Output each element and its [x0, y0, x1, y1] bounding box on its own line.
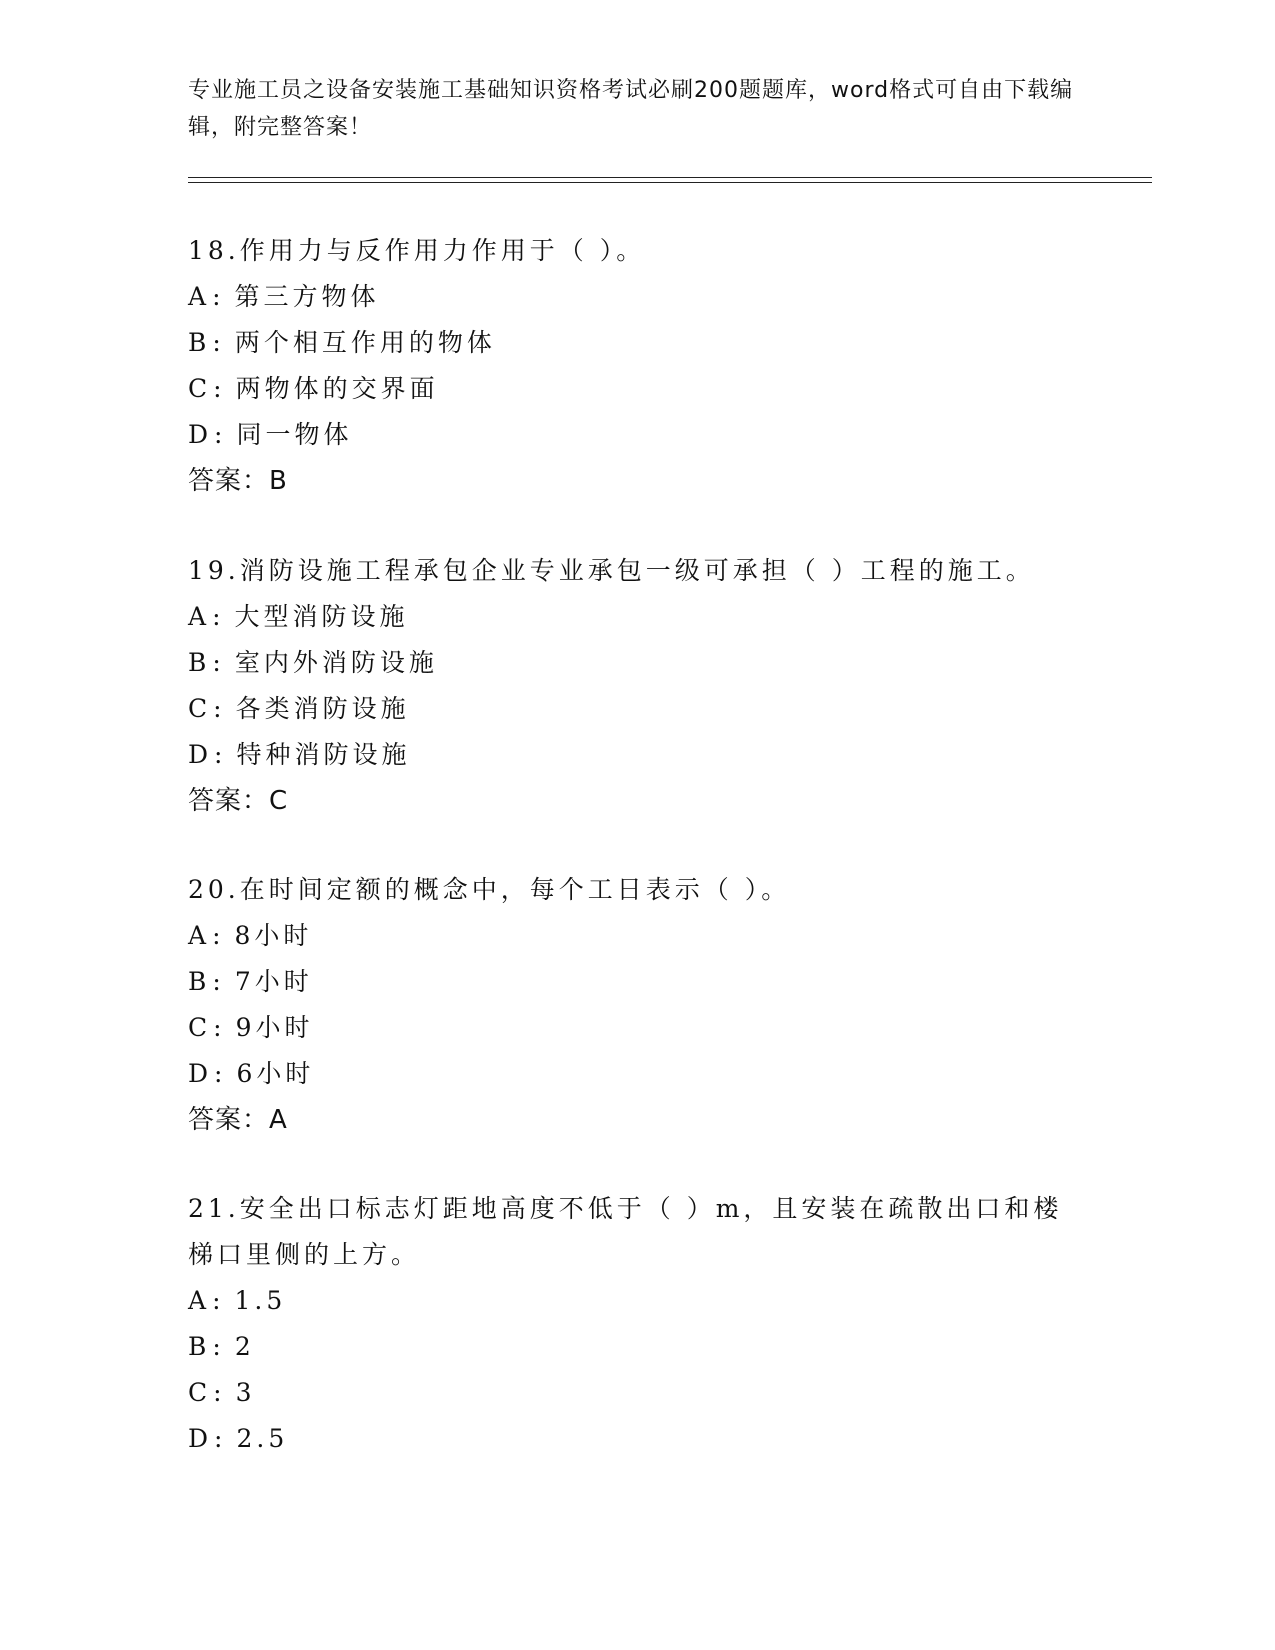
question-18 — [188, 228, 1088, 504]
option-text: 同一物体 — [236, 420, 353, 449]
answer-label: 答案： — [188, 466, 270, 496]
question-19 — [188, 548, 1088, 824]
option-separator: : — [212, 1332, 225, 1361]
option-separator: : — [212, 328, 225, 357]
option-c — [188, 1370, 1088, 1416]
option-text: 2.5 — [236, 1424, 289, 1453]
option-b — [188, 1324, 1088, 1370]
option-key: B — [188, 967, 211, 996]
option-text: 6小时 — [236, 1059, 315, 1088]
option-text: 3 — [235, 1378, 256, 1407]
option-d — [188, 412, 1088, 458]
option-a — [188, 274, 1088, 320]
option-key: A — [188, 921, 211, 950]
option-separator: : — [214, 420, 227, 449]
option-key: C — [188, 374, 212, 403]
option-separator: : — [212, 602, 225, 631]
answer-line — [188, 458, 1088, 504]
option-separator: : — [212, 967, 225, 996]
option-text: 9小时 — [235, 1013, 314, 1042]
option-key: D — [188, 1059, 213, 1088]
option-separator: : — [214, 1424, 227, 1453]
option-c — [188, 366, 1088, 412]
header-divider-top — [188, 177, 1152, 178]
option-c — [188, 1005, 1088, 1051]
option-text: 2 — [234, 1332, 255, 1361]
option-text: 1.5 — [234, 1286, 287, 1315]
option-text: 第三方物体 — [234, 282, 380, 311]
option-separator: : — [213, 694, 226, 723]
option-d — [188, 1051, 1088, 1097]
option-separator: : — [214, 740, 227, 769]
option-text: 8小时 — [234, 921, 313, 950]
option-key: A — [188, 1286, 211, 1315]
option-separator: : — [212, 1286, 225, 1315]
question-stem: 18.作用力与反作用力作用于（ ）。 — [188, 236, 646, 265]
answer-line — [188, 1097, 1088, 1143]
option-text: 室内外消防设施 — [234, 648, 438, 677]
answer-value: A — [269, 1105, 288, 1135]
answer-label: 答案： — [188, 1105, 270, 1135]
option-text: 两个相互作用的物体 — [234, 328, 496, 357]
option-key: A — [188, 282, 211, 311]
document-header: 专业施工员之设备安装施工基础知识资格考试必刷200题题库，word格式可自由下载编辑，附完整答案！ — [188, 78, 1074, 140]
question-stem: 19.消防设施工程承包企业专业承包一级可承担（ ）工程的施工。 — [188, 556, 1035, 585]
question-21 — [188, 1186, 1088, 1462]
answer-label: 答案： — [188, 786, 270, 816]
answer-line — [188, 778, 1088, 824]
question-20 — [188, 867, 1088, 1143]
option-separator: : — [213, 1013, 226, 1042]
option-key: B — [188, 648, 211, 677]
option-key: C — [188, 694, 212, 723]
option-b — [188, 959, 1088, 1005]
option-separator: : — [212, 648, 225, 677]
option-b — [188, 640, 1088, 686]
answer-value: C — [269, 786, 289, 816]
option-d — [188, 732, 1088, 778]
option-key: D — [188, 740, 213, 769]
option-a — [188, 913, 1088, 959]
option-separator: : — [212, 921, 225, 950]
option-text: 大型消防设施 — [234, 602, 409, 631]
answer-value: B — [269, 466, 288, 496]
option-key: C — [188, 1013, 212, 1042]
question-stem: 21.安全出口标志灯距地高度不低于（ ）m，且安装在疏散出口和楼梯口里侧的上方。 — [188, 1194, 1063, 1269]
option-d — [188, 1416, 1088, 1462]
header-divider-bottom — [188, 182, 1152, 183]
option-key: D — [188, 1424, 213, 1453]
question-stem: 20.在时间定额的概念中，每个工日表示（ ）。 — [188, 875, 791, 904]
option-separator: : — [212, 282, 225, 311]
option-key: C — [188, 1378, 212, 1407]
option-key: D — [188, 420, 213, 449]
option-separator: : — [213, 374, 226, 403]
option-c — [188, 686, 1088, 732]
option-key: B — [188, 328, 211, 357]
option-key: A — [188, 602, 211, 631]
option-text: 各类消防设施 — [235, 694, 410, 723]
option-key: B — [188, 1332, 211, 1361]
option-separator: : — [213, 1378, 226, 1407]
option-b — [188, 320, 1088, 366]
option-separator: : — [214, 1059, 227, 1088]
option-text: 两物体的交界面 — [235, 374, 439, 403]
option-a — [188, 594, 1088, 640]
option-text: 特种消防设施 — [236, 740, 411, 769]
option-a — [188, 1278, 1088, 1324]
option-text: 7小时 — [234, 967, 313, 996]
